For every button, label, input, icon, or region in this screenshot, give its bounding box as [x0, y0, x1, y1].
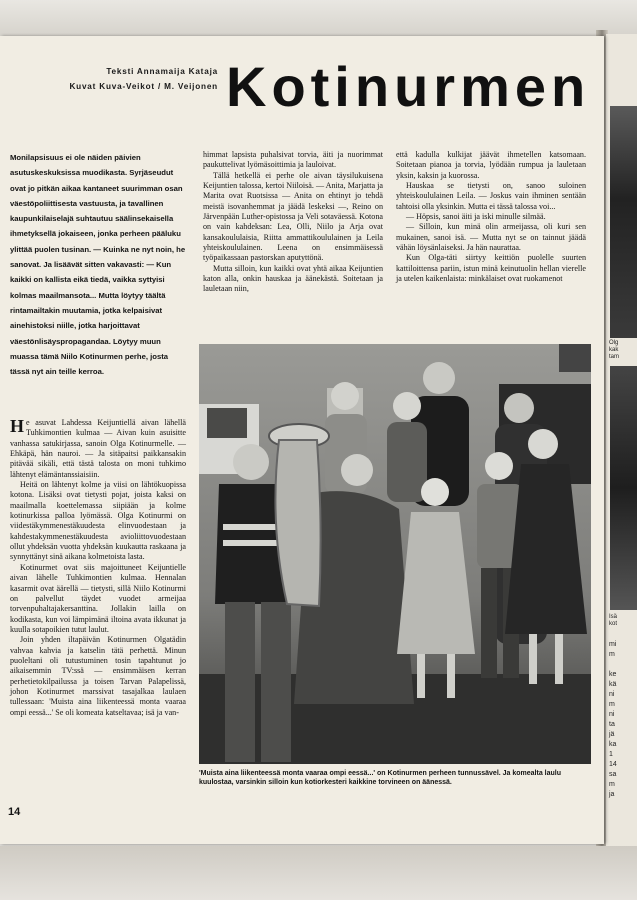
photo-caption: 'Muista aina liikenteessä monta vaaraa ompi eessä...' on Kotinurmen perheen tunnussävel. Ja komealta laulu kuulostaa, varsinkin silloin kun kotiorkesteri kaikkine torvineen on äänessä.	[199, 770, 562, 786]
body-column-1	[10, 418, 186, 718]
article-credits	[38, 64, 218, 94]
lead-text: Monilapsisuus ei ole näiden päivien asutuskeskuksissa muodikasta. Syrjäseudut ovat jo pitkän aikaa kantaneet suurimman osan väestöpoliittisesta vastuusta, ja tavallinen kaupunkilaiselajä suhtautuu säälinsekaisella ihmetyksellä jokaiseen, jonka perheen pääluku ylittää puolen tusinan. — Kuinka ne nyt noin, he sanovat. Ja lisäävät sitten vakavasti: — Kun kaikki on kallista eikä tiedä, vaikka syttyisi kolmas maailmansota... Mutta löytyy täältä rintamailtakin muutamia, jotka kelpaisivat ainehistoksi niille, jotka harjoittavat väestönlisäyspropagandaa. Löytyy muun muassa tämä Niilo Kotinurmen perhe, josta tässä nyt ain teille kerroa.	[10, 153, 186, 377]
adjacent-page-edge	[606, 34, 637, 846]
family-photo	[199, 344, 591, 764]
article-title: Kotinurmen	[226, 55, 591, 118]
body-paragraph: Join yhden iltapäivän Kotinurmen Olgatädin vahvaa kahvia ja katselin tätä perhettä. Minun puoleltani oli tutustuminen tosin tapahtunut jo aikaisemmin TV:ssä — ensimmäisen kerran perhetietokilpailussa ja toisen Tarvan Palapelissä, johon Kotinurmet marssivat tasajalkaa laulaen tullessaan: 'Muista aina liikenteessä monta vaaraa ompi eessä...' Se oli komeata katseltavaa; isä ja van-	[10, 635, 186, 717]
adjacent-photo-middle	[610, 366, 637, 610]
adjacent-caption-middle: Isä kot	[609, 614, 618, 627]
body-paragraph: Heitä on lähtenyt kolme ja viisi on lähtökuopissa kotona. Lisäksi ovat tietysti pojat, joista kaksi on maailmalla koettelemassa siipiään ja kolme kotinurkissa palloa lyömässä. Olga Kotinurmi on viidestäkymmenestäkuudesta elinvuodestaan ja kahdestakymmenestäkuudesta avioliittovuodestaan ollut yhdeksän vuotta yhdeksän kuukautta raskaana ja synnyttänyt sinä aikana kolmetoista lasta.	[10, 480, 186, 562]
body-column-2	[203, 150, 383, 295]
family-photo-illustration	[199, 344, 591, 764]
scan-background-bottom	[0, 846, 637, 900]
lead-paragraph	[10, 150, 186, 379]
body-paragraph: Kotinurmet ovat siis majoittuneet Keijuntielle aivan lähelle Tuhkimontien kulmaa. Hennalan kasarmit ovat äärellä — tietysti, sillä Niilo Kotinurmi on palvellut täydet vuodet armeijaa torvenpuhaltajakersanttina. Jollakin lailla on kodikasta, kun voi lämpimänä iltoina avata ikkunat ja kuulla sotapoikien tutut laulut.	[10, 562, 186, 634]
page-number: 14	[8, 806, 21, 818]
scan-background-top	[0, 0, 637, 36]
body-paragraph: että kadulla kulkijat jäävät ihmetellen katsomaan. Soitetaan pianoa ja torvia, lyödään rumpua ja lauletaan yksin, kaksin ja kuorossa.	[396, 150, 586, 180]
adjacent-text-column: mi m ke kä ni m ni ta jä ka 1 14 sa m ja	[609, 641, 617, 798]
photo-credit: Kuvat Kuva-Veikot / M. Veijonen	[69, 82, 218, 91]
text-credit: Teksti Annamaija Kataja	[106, 67, 218, 76]
body-column-3	[396, 150, 586, 284]
body-paragraph: himmat lapsista puhalsivat torvia, äiti ja nuorimmat paukuttelivat lyömäsoittimia ja lauloivat.	[203, 150, 383, 170]
body-paragraph: Mutta silloin, kun kaikki ovat yhtä aikaa Keijuntien katon alla, onkin hauskaa ja äänekästä. Soitetaan ja lauletaan niin,	[203, 263, 383, 294]
adjacent-caption-top: Olg kak tam	[609, 340, 620, 360]
body-paragraph: Kun Olga-täti siirtyy keittiön puolelle suurten kattiloittensa pariin, istun minä keinutuolin hellan vierelle ja utelen kaikenlaista: minkälaiset ovat ruokamenot	[396, 253, 586, 284]
body-paragraph: — Höpsis, sanoi äiti ja iski minulle silmää.	[406, 212, 546, 222]
adjacent-photo-top	[610, 106, 637, 338]
body-paragraph: Hauskaa se tietysti on, sanoo suloinen yhteiskoululainen Leila. — Joskus vain ihminen sentään tahtoisi olla yksinkin. Mutta ei tässä talossa voi...	[396, 181, 586, 211]
body-paragraph: He asuvat Lahdessa Keijuntiellä aivan lähellä Tuhkimontien kulmaa — Aivan kuin asuisitte vanhassa satukirjassa, sanoin Olga Kotinurmelle. — Ehkäpä, hän nauroi. — Ja sitäpaitsi paikkansakin pitävää sikäli, että tästä talosta on moni tuhkimo lähtenyt elämäntanssiaisiin.	[10, 416, 186, 479]
body-paragraph: Tällä hetkellä ei perhe ole aivan täysilukuisena Keijuntien talossa, kertoi Niiloisä. — Anita, Marjatta ja Marita ovat Ruotsissa — Anita on ehtinyt jo tehdä meistä isovanhemmat ja jäädä leskeksi —, Reino on Järvenpään Luther-opistossa ja Veli sotaväessä. Kotona on vain kahdeksan: Lea, Olli, Niilo ja Arja ovat kansakoululaisia, Riitta ammattikoululainen ja Leila yhteiskoululainen. Leena on ensimmäisessä työpaikassaan pastorskan aputyttönä.	[203, 170, 383, 263]
body-paragraph: — Silloin, kun minä olin armeijassa, oli kuri sen mukainen, sanoi isä. — Mutta nyt se on tainnut jäädä vähän löysänlaiseksi. Ja hän naurattaa.	[396, 222, 586, 253]
